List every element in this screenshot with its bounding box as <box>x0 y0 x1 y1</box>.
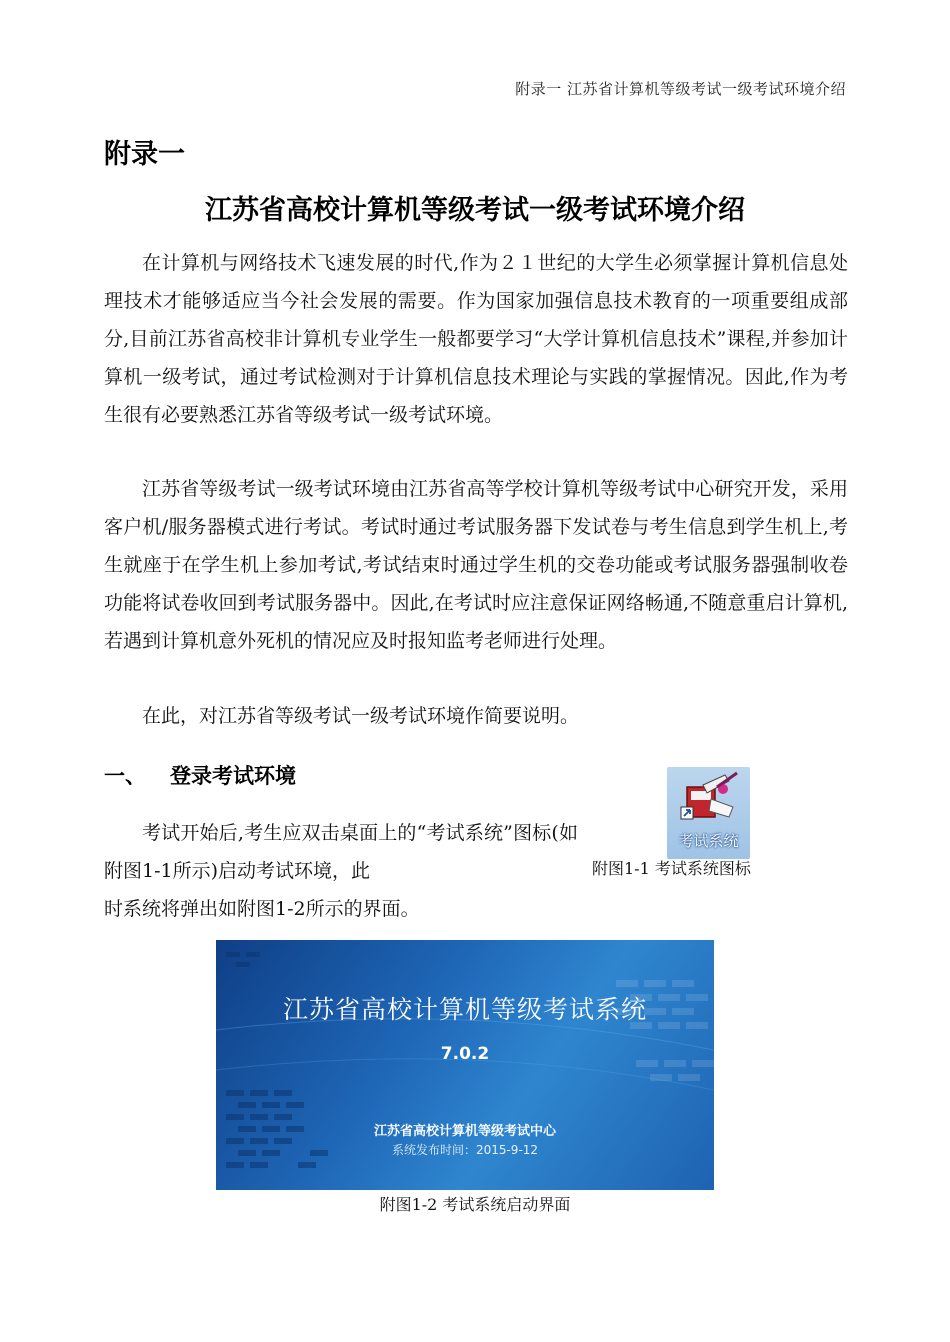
section-number: 一、 <box>104 764 146 788</box>
section-heading-login <box>104 760 296 790</box>
splash-release-date: 系统发布时间：2015-9-12 <box>391 1143 539 1157</box>
paragraph-environment: 江苏省等级考试一级考试环境由江苏省高等学校计算机等级考试中心研究开发，采用客户机/服务器模式进行考试。考试时通过考试服务器下发试卷与考生信息到学生机上,考生就座于在学生机上参加考试,考试结束时通过学生机的交卷功能或考试服务器强制收卷功能将试卷收回到考试服务器中。因此,在考试时应注意保证网络畅通,不随意重启计算机,若遇到计算机意外死机的情况应及时报知监考老师进行处理。 <box>104 478 848 652</box>
appendix-label: 附录一 <box>104 139 185 170</box>
running-header: 附录一 江苏省计算机等级考试一级考试环境介绍 <box>515 80 846 98</box>
exam-system-icon <box>667 769 750 839</box>
exam-system-desktop-icon[interactable] <box>667 767 750 859</box>
paragraph-login: 考试开始后,考生应双击桌面上的“考试系统”图标(如附图1-1所示)启动考试环境，此 <box>104 822 578 882</box>
exam-system-splash-screen <box>216 940 714 1190</box>
splash-center-name: 江苏省高校计算机等级考试中心 <box>373 1124 556 1139</box>
paragraph-intro: 在计算机与网络技术飞速发展的时代,作为２１世纪的大学生必须掌握计算机信息处理技术才能够适应当今社会发展的需要。作为国家加强信息技术教育的一项重要组成部分,目前江苏省高校非计算机专业学生一般都要学习“大学计算机信息技术”课程,并参加计算机一级考试，通过考试检测对于计算机信息技术理论与实践的掌握情况。因此,作为考生很有必要熟悉江苏省等级考试一级考试环境。 <box>104 252 848 426</box>
exam-system-icon-label: 考试系统 <box>678 832 739 850</box>
figure2-caption: 附图1-2 考试系统启动界面 <box>379 1195 571 1214</box>
section-title: 登录考试环境 <box>170 764 296 788</box>
paragraph-summary: 在此，对江苏省等级考试一级考试环境作简要说明。 <box>142 705 580 727</box>
splash-title: 江苏省高校计算机等级考试系统 <box>282 995 647 1024</box>
document-title: 江苏省高校计算机等级考试一级考试环境介绍 <box>205 195 745 226</box>
splash-version: 7.0.2 <box>440 1044 490 1064</box>
paragraph-login-tail: 时系统将弹出如附图1-2所示的界面。 <box>104 898 420 920</box>
figure1-caption: 附图1-1 考试系统图标 <box>592 859 751 878</box>
